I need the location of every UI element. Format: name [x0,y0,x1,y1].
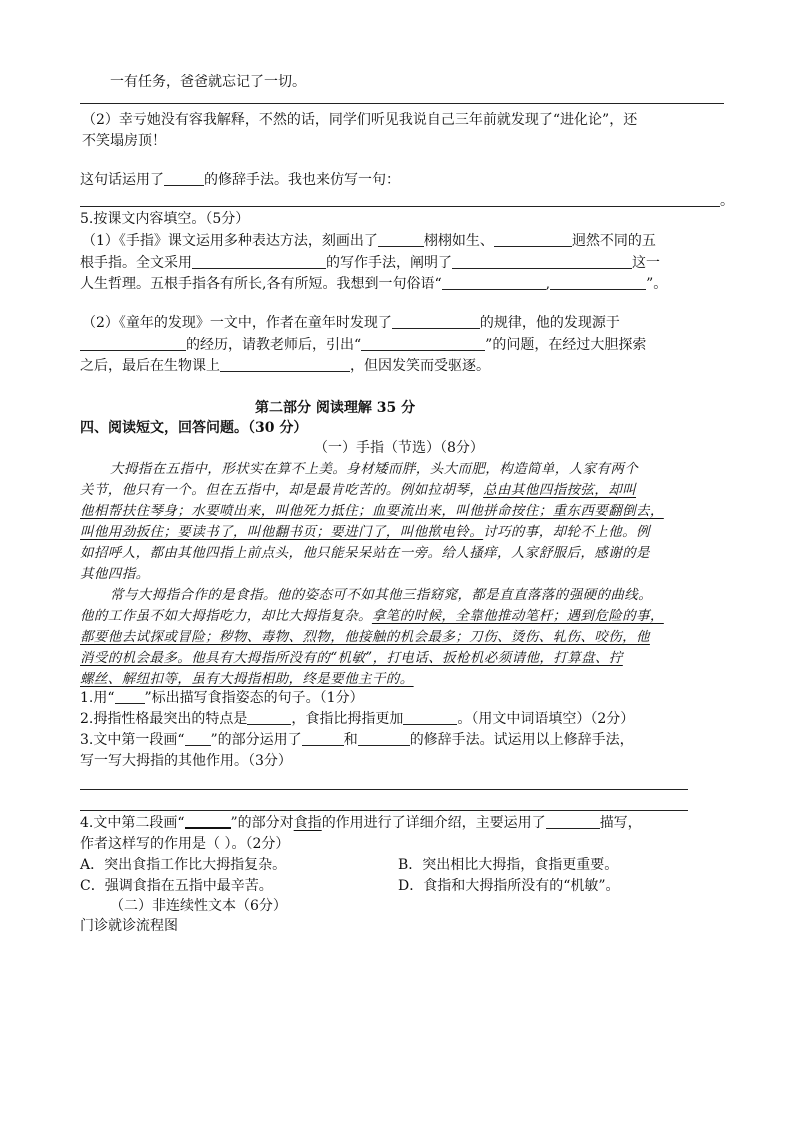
mark-symbol [185,813,231,829]
text-line: （2）《童年的发现》一文中，作者在童年时发现了 的规律，他的发现源于 [82,315,620,331]
text-line: 之后，最后在生物课上 ，但因发笑而受驱逐。 [80,358,490,374]
passage-line: 常与大拇指合作的是食指。他的姿态可不如其他三指窈窕，都是直直落落的强硬的曲线。 [110,587,653,603]
option-b[interactable]: B．突出相比大拇指，食指更重要。 [398,857,619,873]
underlined-passage: 消受的机会最多。他具有大拇指所没有的“机敏”，打电话、扳枪机必须请他，打算盘、拧 [80,650,623,666]
answer-line [80,103,724,104]
text-line: 这句话运用了 的修辞手法。我也来仿写一句： [80,172,400,188]
passage-line: 如招呼人，都由其他四指上前点头，他只能呆呆站在一旁。给人搔痒，人家舒服后，感谢的是 [80,545,650,561]
question-line: 4.文中第二段画“ ”的部分对食指的作用进行了详细介绍，主要运用了 描写， [80,815,642,831]
fill-blank[interactable] [442,275,546,290]
fill-blank[interactable] [247,710,291,725]
fill-blank[interactable] [494,232,572,247]
fill-blank[interactable] [192,254,326,269]
question-line: 2.拇指性格最突出的特点是 ，食指比拇指更加 。（用文中词语填空）（2分） [80,711,635,727]
figure-caption: 门诊就诊流程图 [80,918,178,934]
answer-line [80,789,688,790]
answer-line [80,206,720,207]
question-line: 作者这样写的作用是（ ）。（2分） [80,836,290,852]
mark-symbol [115,689,145,704]
passage-line: 大拇指在五指中，形状实在算不上美。身材矮而胖，头大而肥，构造简单，人家有两个 [110,461,639,477]
underlined-passage: 他相帮扶住琴身；水要喷出来，叫他死力抵住；血要流出来，叫他拼命按住；重东西要翻倒去， [80,503,664,519]
text-line: 。 [720,193,734,209]
text-line: 根手指。全文采用 的写作手法，阐明了 这一 [80,255,660,271]
underlined-passage: 拿笔的时候，全靠他推动笔杆；遇到危险的事， [371,608,664,624]
part-title: 第二部分 阅读理解 35 分 [255,400,416,416]
fill-blank[interactable] [164,171,204,186]
passage-line: 叫他用劲扳住；要读书了，叫他翻书页；要进门了，叫他揿电铃。讨巧的事，却轮不上他。例 [80,524,650,540]
question-line: 3.文中第一段画“ ”的部分运用了 和 的修辞手法。试运用以上修辞手法， [80,732,634,748]
option-c[interactable]: C．强调食指在五指中最辛苦。 [80,878,273,894]
fill-blank[interactable] [378,232,424,247]
subsection-title: （一）手指（节选）（8分） [314,440,484,456]
section-title: 四、阅读短文，回答问题。（30 分） [80,420,308,436]
answer-line [80,810,688,811]
text-line: 一有任务，爸爸就忘记了一切。 [110,74,306,90]
question-line: 1.用“ ”标出描写食指姿态的句子。（1分） [80,690,364,706]
text-line: （2）幸亏她没有容我解释，不然的话，同学们听见我说自己三年前就发现了“进化论”，还 [82,112,638,128]
underlined-passage: 总由其他四指按弦，却叫 [483,482,637,498]
fill-blank[interactable] [392,314,480,329]
subsection-title: （二）非连续性文本（6分） [110,898,287,914]
text-line: 的经历，请教老师后，引出“ ”的问题，在经过大胆探索 [80,335,646,355]
fill-blank[interactable] [361,336,485,351]
passage-line: 其他四指。 [80,566,150,582]
fill-blank[interactable] [220,357,350,372]
question-heading: 5.按课文内容填空。（5分） [80,211,250,227]
fill-blank[interactable] [546,814,600,829]
fill-blank[interactable] [80,336,186,351]
text-line: （1）《手指》课文运用多种表达方法，刻画出了 栩栩如生、 迥然不同的五 [82,233,656,249]
question-line: 写一写大拇指的其他作用。（3分） [80,753,292,769]
passage-line: 关节，他只有一个。但在五指中，却是最肯吃苦的。例如拉胡琴，总由其他四指按弦，却叫 [80,482,637,498]
fill-blank[interactable] [358,731,410,746]
option-d[interactable]: D．食指和大拇指所没有的“机敏”。 [398,878,620,894]
text-line: 人生哲理。五根手指各有所长,各有所短。我想到一句俗语“ , ”。 [80,276,668,292]
fill-blank[interactable] [403,710,457,725]
passage-line: 他的工作虽不如大拇指吃力，却比大拇指复杂。拿笔的时候，全靠他推动笔杆；遇到危险的事， [80,608,664,624]
option-a[interactable]: A．突出食指工作比大拇指复杂。 [80,857,287,873]
fill-blank[interactable] [452,254,632,269]
fill-blank[interactable] [550,275,646,290]
underlined-passage: 都要他去试探或冒险；秽物、毒物、烈物，他接触的机会最多；刀伤、烫伤、轧伤、咬伤，他 [80,629,650,645]
mark-symbol [185,731,211,746]
underlined-passage: 叫他用劲扳住；要读书了，叫他翻书页；要进门了，叫他揿电铃。 [80,524,484,540]
fill-blank[interactable] [302,731,344,746]
text-line: 不笑塌房顶！ [82,133,166,149]
underlined-passage: 螺丝、解纽扣等，虽有大拇指相助，终是要他主干的。 [80,671,414,687]
